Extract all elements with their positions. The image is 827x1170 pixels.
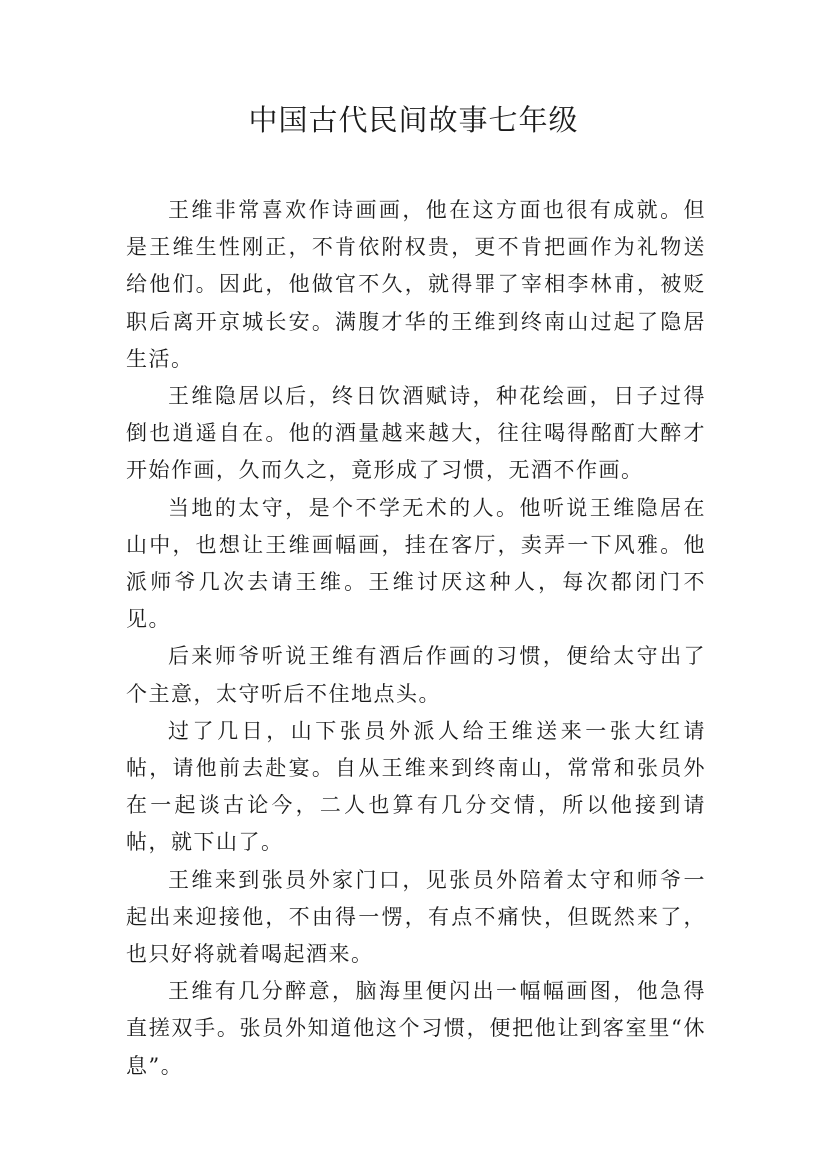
- paragraph-1: 王维非常喜欢作诗画画，他在这方面也很有成就。但是王维生性刚正，不肯依附权贵，更不肯把画作为礼物送给他们。因此，他做官不久，就得罪了宰相李林甫，被贬职后离开京城长安。满腹才华的王维到终南山过起了隐居生活。: [126, 198, 706, 371]
- paragraph-7: 王维有几分醉意，脑海里便闪出一幅幅画图，他急得直搓双手。张员外知道他这个习惯，便把他让到客室里“休息”。: [126, 979, 706, 1078]
- document-body: [126, 192, 706, 1085]
- paragraph-6: 王维来到张员外家门口，见张员外陪着太守和师爷一起出来迎接他，不由得一愣，有点不痛快，但既然来了，也只好将就着喝起酒来。: [126, 867, 706, 967]
- paragraph-2: 王维隐居以后，终日饮酒赋诗，种花绘画，日子过得倒也逍遥自在。他的酒量越来越大，往往喝得酩酊大醉才开始作画，久而久之，竟形成了习惯，无酒不作画。: [126, 384, 706, 483]
- paragraph-4: 后来师爷听说王维有酒后作画的习惯，便给太守出了个主意，太守听后不住地点头。: [126, 644, 706, 706]
- paragraph-5: 过了几日，山下张员外派人给王维送来一张大红请帖，请他前去赴宴。自从王维来到终南山，常常和张员外在一起谈古论今，二人也算有几分交情，所以他接到请帖，就下山了。: [126, 718, 706, 855]
- paragraph-3: 当地的太守，是个不学无术的人。他听说王维隐居在山中，也想让王维画幅画，挂在客厅，卖弄一下风雅。他派师爷几次去请王维。王维讨厌这种人，每次都闭门不见。: [126, 495, 706, 632]
- document-title: 中国古代民间故事七年级: [248, 103, 579, 137]
